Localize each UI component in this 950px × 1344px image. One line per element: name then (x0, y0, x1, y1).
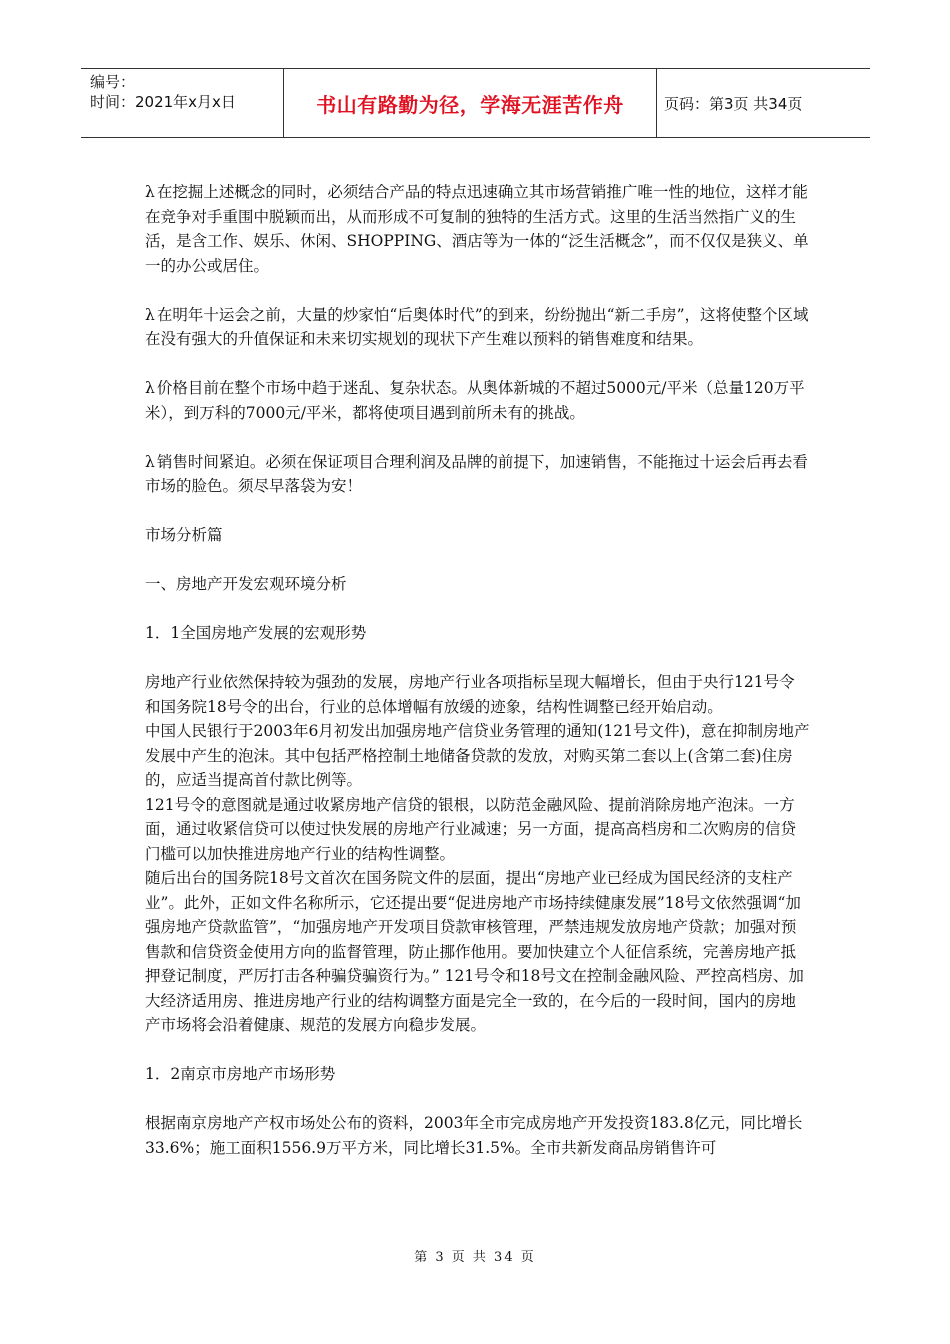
heading-1-2: 1．2南京市房地产市场形势 (145, 1065, 336, 1083)
header-meta (81, 69, 283, 137)
body-paragraph: 随后出台的国务院18号文首次在国务院文件的层面，提出“房地产业已经成为国民经济的支柱产业”。此外，正如文件名称所示，它还提出要“促进房地产市场持续健康发展”18号文依然强调“加强房地产贷款监管”，“加强房地产开发项目贷款审核管理，严禁违规发放房地产贷款；加强对预售款和信贷资金使用方向的监督管理，防止挪作他用。要加快建立个人征信系统，完善房地产抵押登记制度，严厉打击各种骗贷骗资行为。” 121号令和18号文在控制金融风险、严控高档房、加大经济适用房、推进房地产行业的结构调整方面是完全一致的，在今后的一段时间，国内的房地产市场将会沿着健康、规范的发展方向稳步发展。 (145, 869, 804, 1034)
page-info: 页码：第3页 共34页 (664, 94, 803, 113)
page-footer: 第 3 页 共 34 页 (414, 1250, 536, 1265)
header-page-cell (657, 69, 870, 137)
heading-1: 一、房地产开发宏观环境分析 (145, 575, 347, 593)
date-label: 时间：2021年x月x日 (90, 93, 236, 111)
section-title: 市场分析篇 (145, 526, 223, 544)
lambda-bullet-icon: λ (145, 183, 155, 201)
page-header (81, 68, 870, 138)
lambda-bullet-icon: λ (145, 379, 155, 397)
lambda-bullet-icon: λ (145, 305, 155, 324)
body-paragraph: 根据南京房地产产权市场处公布的资料，2003年全市完成房地产开发投资183.8亿元，同比增长33.6%；施工面积1556.9万平方米，同比增长31.5%。全市共新发商品房销售许可 (145, 1114, 803, 1157)
body-paragraph: 中国人民银行于2003年6月初发出加强房地产信贷业务管理的通知(121号文件)，意在抑制房地产发展中产生的泡沫。其中包括严格控制土地储备贷款的发放，对购买第二套以上(含第二套)住房的，应适当提高首付款比例等。 (145, 722, 810, 789)
body-paragraph: 房地产行业依然保持较为强劲的发展，房地产行业各项指标呈现大幅增长，但由于央行121号令和国务院18号令的出台，行业的总体增幅有放缓的迹象，结构性调整已经开始启动。 (145, 673, 795, 716)
bullet-paragraph: λ 在明年十运会之前，大量的炒家怕“后奥体时代”的到来，纷纷抛出“新二手房”，这将使整个区域在没有强大的升值保证和未来切实规划的现状下产生难以预料的销售难度和结果。 (145, 305, 809, 348)
lambda-bullet-icon: λ (145, 452, 155, 471)
header-slogan-cell (283, 69, 657, 137)
number-label: 编号： (90, 73, 136, 91)
slogan: 书山有路勤为径，学海无涯苦作舟 (316, 92, 624, 117)
bullet-paragraph: λ 销售时间紧迫。必须在保证项目合理利润及品牌的前提下，加速销售，不能拖过十运会后再去看市场的脸色。须尽早落袋为安！ (145, 452, 808, 495)
document-body (145, 180, 810, 1160)
heading-1-1: 1．1全国房地产发展的宏观形势 (145, 624, 367, 642)
bullet-paragraph: λ 价格目前在整个市场中趋于迷乱、复杂状态。从奥体新城的不超过5000元/平米（总量120万平米），到万科的7000元/平米，都将使项目遇到前所未有的挑战。 (145, 379, 805, 422)
body-paragraph: 121号令的意图就是通过收紧房地产信贷的银根，以防范金融风险、提前消除房地产泡沫。一方面，通过收紧信贷可以使过快发展的房地产行业减速；另一方面，提高高档房和二次购房的信贷门槛可以加快推进房地产行业的结构性调整。 (145, 795, 797, 863)
bullet-paragraph: λ 在挖掘上述概念的同时，必须结合产品的特点迅速确立其市场营销推广唯一性的地位，这样才能在竞争对手重围中脱颖而出，从而形成不可复制的独特的生活方式。这里的生活当然指广义的生活，是含工作、娱乐、休闲、SHOPPING、酒店等为一体的“泛生活概念”，而不仅仅是狭义、单一的办公或居住。 (145, 183, 809, 275)
